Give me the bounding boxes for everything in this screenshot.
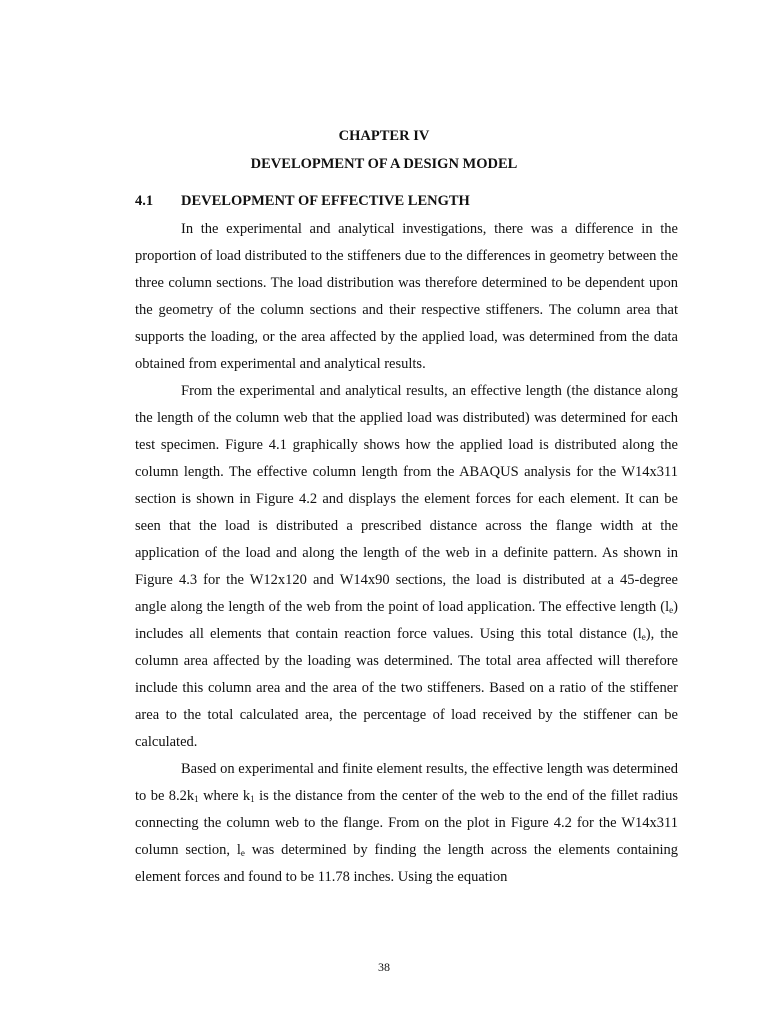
paragraph-3-text-a: Based on experimental and finite element results, the effective length was determined to be 8.2k: [135, 761, 678, 804]
body-text: [135, 216, 678, 891]
paragraph-3-text-b: where k: [198, 788, 251, 804]
paragraph-2-text-c: ), the column area affected by the loading was determined. The total area affected will therefore include this column area and the area of the two stiffeners. Based on a ratio of the stiffener area to the total calculated area, the percentage of load received by the stiffener can be calculated.: [135, 626, 679, 750]
paragraph-1: In the experimental and analytical investigations, there was a difference in the proportion of load distributed to the stiffeners due to the differences in geometry between the three column sections. The load distribution was therefore determined to be dependent upon the geometry of the column sections and their respective stiffeners. The column area that supports the loading, or the area affected by the applied load, was determined from the data obtained from experimental and analytical results.: [135, 221, 678, 372]
paragraph-2-text-b: ) includes all elements that contain reaction force values. Using this total distance (l: [135, 599, 678, 642]
subscript: e: [669, 605, 674, 615]
subscript: e: [240, 848, 245, 858]
section-title: DEVELOPMENT OF EFFECTIVE LENGTH: [181, 193, 470, 209]
paragraph-3-text-c: is the distance from the center of the web to the end of the fillet radius connecting the column web to the flange. From on the plot in Figure 4.2 for the W14x311 column section, l: [135, 788, 678, 858]
subscript: 1: [194, 794, 199, 804]
paragraph-3-text-d: was determined by finding the length across the elements containing element forces and found to be 11.78 inches. Using the equation: [135, 842, 679, 885]
page-number: 38: [378, 960, 390, 974]
paragraph-2: [135, 378, 678, 756]
paragraph-3: [135, 756, 678, 891]
subscript: 1: [250, 794, 255, 804]
subscript: e: [641, 632, 646, 642]
chapter-label: CHAPTER IV: [338, 128, 430, 144]
paragraph-2-text-a: From the experimental and analytical results, an effective length (the distance along the length of the column web that the applied load was distributed) was determined for each test specimen. Figure 4.1 graphically shows how the applied load is distributed along the column length. The effective column length from the ABAQUS analysis for the W14x311 section is shown in Figure 4.2 and displays the element forces for each element. It can be seen that the load is distributed a prescribed distance across the flange width at the application of the load and along the length of the web in a definite pattern. As shown in Figure 4.3 for the W12x120 and W14x90 sections, the load is distributed at a 45-degree angle along the length of the web from the point of load application. The effective length (l: [135, 383, 678, 615]
section-number: 4.1: [135, 193, 154, 209]
chapter-title: DEVELOPMENT OF A DESIGN MODEL: [250, 156, 518, 172]
